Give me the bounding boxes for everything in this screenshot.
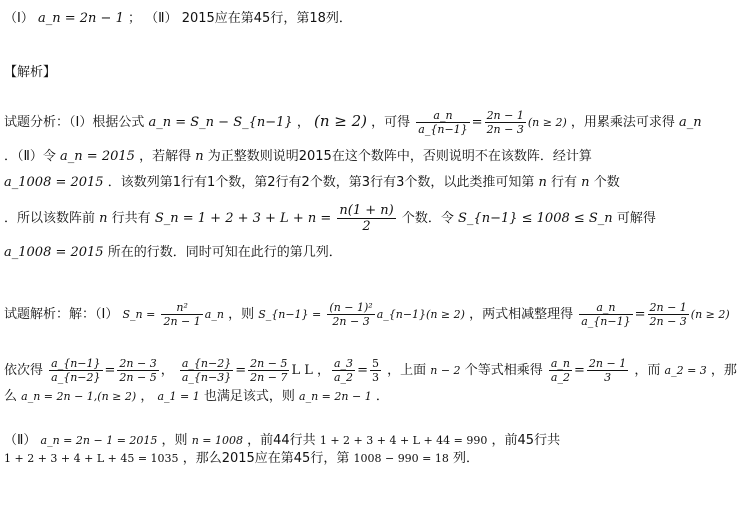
analysis-line-3: [4, 176, 620, 189]
answer-part2-text: 2015应在第45行，第18列．: [181, 11, 352, 26]
solution-l2-f3-lhs: $\frac{a\_3}{a\_2}$: [334, 357, 354, 384]
analysis-l5-formula: a_1008 = 2015: [4, 245, 104, 260]
solution-l4-sum: 1 + 2 + 3 + 4 + L + 44 = 990: [319, 434, 488, 447]
answer-part1-label: （Ⅰ）: [4, 11, 34, 26]
solution-l2-text-c: 个等式相乘得: [464, 363, 543, 378]
solution-l1-an2: a_{n−1}(n ≥ 2): [376, 308, 465, 321]
solution-l2-f2-lhs: $\frac{a\_\{n-2\}}{a\_\{n-3\}}$: [181, 357, 232, 384]
solution-line-2: 依次得 $\frac{a\_\{n-1\}}{a\_\{n-2\}}$ = $\frac{2n - 3}{2n - 5}$ ， $\frac{a\_\{n-2\}}{a\_\{n-3\}}$ = $\frac{2n - 5}{2n - 7}$ L L ， $\frac{a\_3}{a\_2}$ = $\frac{5}{3}$ ，上面 n − 2 个等式相乘得 $\frac{a\_n}{a\_2}$ = $\frac{2n - 1}{3}$ ，而 a_2 = 3 ，那: [4, 357, 737, 384]
solution-l4-n: n = 1008: [191, 434, 243, 447]
analysis-heading: 【解析】: [4, 65, 57, 80]
solution-l1-text-b: ，则: [228, 307, 255, 322]
analysis-line-5: [4, 246, 342, 259]
solution-l3-a1: a_1 = 1: [157, 390, 200, 403]
solution-l2-ll: L L: [291, 363, 313, 378]
answer-part1-formula: a_n = 2n − 1: [37, 11, 124, 26]
solution-line-1: 试题解析：解：（Ⅰ） S_n = $\frac{\text{n²}}{2n - 1}$ a_n ，则 S_{n−1} = $\frac{\text{(n − 1)²}}{2n - 3}$ a_{n−1}(n ≥ 2) ，两式相减整理得 $\frac{a\_n}{a\_\{n-1\}}$ = $\frac{2n - 1}{2n - 3}$ (n ≥ 2): [4, 301, 730, 328]
analysis-l5-text-a: 所在的行数．同时可知在此行的第几列．: [107, 245, 342, 260]
analysis-l4-formula: S_n = 1 + 2 + 3 + L + n =: [154, 211, 332, 226]
solution-l3-formula2: a_n = 2n − 1: [299, 390, 372, 403]
solution-l4-text-d: ，前45行共: [491, 433, 561, 448]
solution-l3-formula: a_n = 2n − 1,(n ≥ 2): [21, 390, 137, 403]
analysis-l3-n2: n: [581, 175, 590, 190]
solution-l5-text-b: 列．: [453, 451, 480, 466]
solution-l1-an: a_n: [204, 308, 224, 321]
analysis-l1-frac-lhs: $\frac{a\_n}{a\_\{n-1\}}$: [418, 109, 468, 136]
solution-line-4: [4, 434, 560, 447]
analysis-l4-n: n: [99, 211, 108, 226]
solution-l1-frac: $\frac{\text{n²}}{2n - 1}$: [163, 301, 201, 328]
solution-l1-s: S_n =: [122, 308, 156, 321]
answer-sep: ；: [127, 11, 141, 26]
analysis-l4-frac: $\frac{n(1 + n)}{2}$: [339, 203, 394, 234]
solution-l2-f2-rhs: $\frac{2n - 5}{2n - 7}$: [250, 357, 288, 384]
solution-l2-nm2: n − 2: [430, 364, 461, 377]
analysis-l1-cond2: (n ≥ 2): [527, 116, 567, 129]
analysis-l3-text-b: 行有: [551, 175, 578, 190]
analysis-l1-text-b: ，可得: [371, 115, 411, 130]
solution-l2-text-b: ，上面: [387, 363, 427, 378]
analysis-l4-text-c: 个数．令: [401, 211, 454, 226]
analysis-l2-text-b: ，若解得: [139, 149, 192, 164]
analysis-line-4: [4, 204, 656, 233]
solution-l5-sum: 1 + 2 + 3 + 4 + L + 45 = 1035: [4, 452, 179, 465]
solution-l2-f1-rhs: $\frac{2n - 3}{2n - 5}$: [119, 357, 157, 384]
analysis-l1-formula: a_n = S_n − S_{n−1}: [148, 115, 293, 130]
analysis-l2-n: n: [195, 149, 204, 164]
analysis-l1-cond: (n ≥ 2): [313, 112, 367, 130]
solution-l4-text-c: ，前44行共: [247, 433, 316, 448]
solution-l3-text-d: ．: [375, 389, 389, 404]
analysis-l3-text-c: 个数: [593, 175, 620, 190]
analysis-l1-end: a_n: [679, 115, 702, 130]
solution-l4-formula: a_n = 2n − 1 = 2015: [40, 434, 158, 447]
solution-l2-a2: a_2 = 3: [664, 364, 707, 377]
analysis-l4-text-d: 可解得: [616, 211, 656, 226]
analysis-l4-text-b: 行共有: [111, 211, 151, 226]
solution-l2-f4-rhs: $\frac{2n - 1}{3}$: [588, 357, 627, 384]
answer-line: [4, 12, 352, 25]
analysis-line-1: 试题分析：（Ⅰ）根据公式 a_n = S_n − S_{n−1} ， (n ≥ 2) ，可得 $\frac{a\_n}{a\_\{n-1\}}$ = $\frac{2n - 1}{2n - 3}$ (n ≥ 2) ，用累乘法可求得 a_n: [4, 109, 702, 136]
solution-l4-text-a: （Ⅱ）: [4, 433, 37, 448]
answer-part2-label: （Ⅱ）: [145, 11, 178, 26]
solution-l1-frac3-lhs: $\frac{a\_n}{a\_\{n-1\}}$: [581, 301, 631, 328]
solution-l4-text-b: ，则: [161, 433, 188, 448]
solution-l5-calc: 1008 − 990 = 18: [353, 452, 449, 465]
solution-l3-text-c: 也满足该式，则: [203, 389, 295, 404]
analysis-l1-text-a: 试题分析：（Ⅰ）根据公式: [4, 115, 145, 130]
solution-l5-text-a: ，那么2015应在第45行，第: [182, 451, 350, 466]
analysis-l1-text-c: ，用累乘法可求得: [570, 115, 675, 130]
solution-l1-text-a: 试题解析：解：（Ⅰ）: [4, 307, 119, 322]
analysis-l4-ineq: S_{n−1} ≤ 1008 ≤ S_n: [458, 211, 613, 226]
solution-line-5: [4, 452, 479, 465]
solution-l1-cond: (n ≥ 2): [690, 308, 730, 321]
solution-l1-text-c: ，两式相减整理得: [469, 307, 574, 322]
solution-l3-text-a: 么: [4, 389, 18, 404]
analysis-line-2: [4, 150, 592, 163]
solution-l2-text-e: ，那: [710, 363, 737, 378]
solution-line-3: [4, 390, 389, 403]
solution-l1-frac3-rhs: $\frac{2n - 1}{2n - 3}$: [649, 301, 687, 328]
solution-l3-text-b: ，: [140, 389, 154, 404]
analysis-l2-formula: a_n = 2015: [60, 149, 135, 164]
solution-l2-text-a: 依次得: [4, 363, 44, 378]
analysis-l2-text-c: 为正整数则说明2015在这个数阵中，否则说明不在该数阵．经计算: [207, 149, 592, 164]
analysis-l2-text-a: ．（Ⅱ）令: [4, 149, 56, 164]
analysis-l3-formula: a_1008 = 2015: [4, 175, 104, 190]
analysis-l3-n: n: [538, 175, 547, 190]
solution-l2-f1-lhs: $\frac{a\_\{n-1\}}{a\_\{n-2\}}$: [51, 357, 101, 384]
analysis-l4-text-a: ．所以该数阵前: [4, 211, 96, 226]
solution-l1-frac2: $\frac{\text{(n − 1)²}}{2n - 3}$: [329, 301, 373, 328]
solution-l2-f4-lhs: $\frac{a\_n}{a\_2}$: [550, 357, 571, 384]
solution-l2-f3-rhs: $\frac{5}{3}$: [371, 357, 379, 384]
solution-l2-text-d: ，而: [634, 363, 661, 378]
analysis-l3-text-a: ．该数列第1行有1个数，第2行有2个数，第3行有3个数，以此类推可知第: [107, 175, 535, 190]
analysis-l1-frac-rhs: $\frac{2n - 1}{2n - 3}$: [486, 109, 524, 136]
solution-l1-s2: S_{n−1} =: [258, 308, 322, 321]
